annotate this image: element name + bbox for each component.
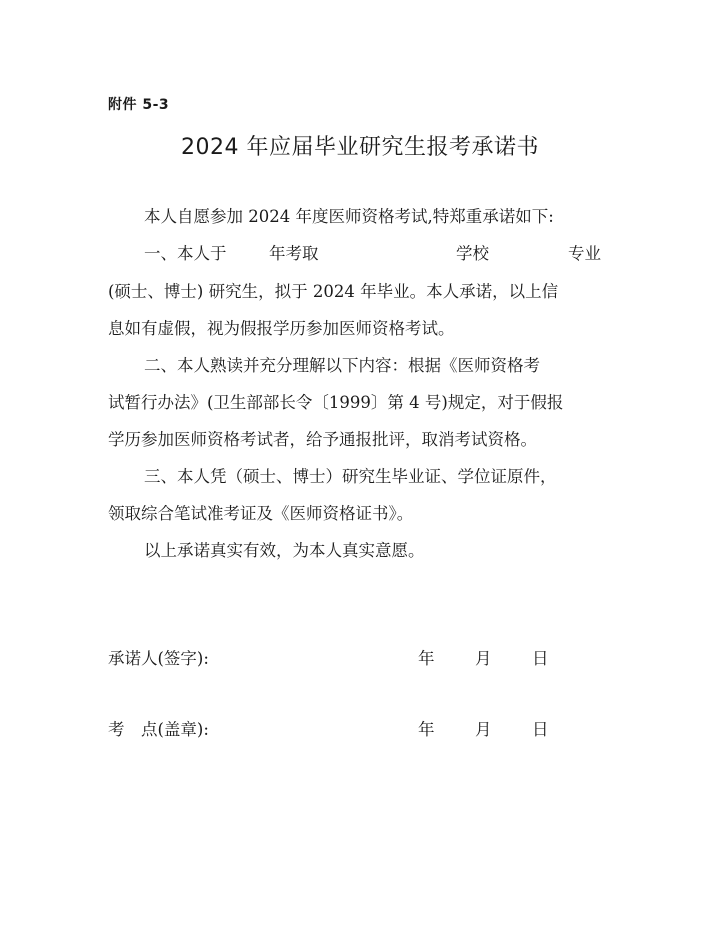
p1-line1-part-c: 学校 <box>456 244 489 263</box>
p1-line1-part-a: 一、本人于 <box>144 244 227 263</box>
promiser-month-label: 月 <box>475 649 492 668</box>
p1-line3: 息如有虚假，视为假报学历参加医师资格考试。 <box>108 319 455 338</box>
exam-site-seal-label: 考 点(盖章): <box>108 720 209 739</box>
site-year-label: 年 <box>418 720 435 739</box>
p1-line2: (硕士、博士) 研究生，拟于 2024 年毕业。本人承诺，以上信 <box>108 282 559 301</box>
attachment-label: 附件 5-3 <box>108 97 170 113</box>
p2-line1: 二、本人熟读并充分理解以下内容：根据《医师资格考 <box>144 356 540 375</box>
p2-line2: 试暂行办法》(卫生部部长令〔1999〕第 4 号)规定，对于假报 <box>108 393 564 412</box>
site-day-label: 日 <box>532 720 549 739</box>
p1-line1-part-d: 专业 <box>568 244 601 263</box>
p3-line1: 三、本人凭（硕士、博士）研究生毕业证、学位证原件， <box>144 467 557 486</box>
closing-line: 以上承诺真实有效，为本人真实意愿。 <box>144 541 425 560</box>
site-month-label: 月 <box>475 720 492 739</box>
p2-line3: 学历参加医师资格考试者，给予通报批评，取消考试资格。 <box>108 430 537 449</box>
promiser-signature-label: 承诺人(签字): <box>108 649 209 668</box>
promiser-year-label: 年 <box>418 649 435 668</box>
promiser-day-label: 日 <box>532 649 549 668</box>
p1-line1-part-b: 年考取 <box>269 244 319 263</box>
document-title: 2024 年应届毕业研究生报考承诺书 <box>181 135 539 160</box>
intro-line: 本人自愿参加 2024 年度医师资格考试,特郑重承诺如下: <box>144 207 554 226</box>
p3-line2: 领取综合笔试准考证及《医师资格证书》。 <box>108 504 414 523</box>
